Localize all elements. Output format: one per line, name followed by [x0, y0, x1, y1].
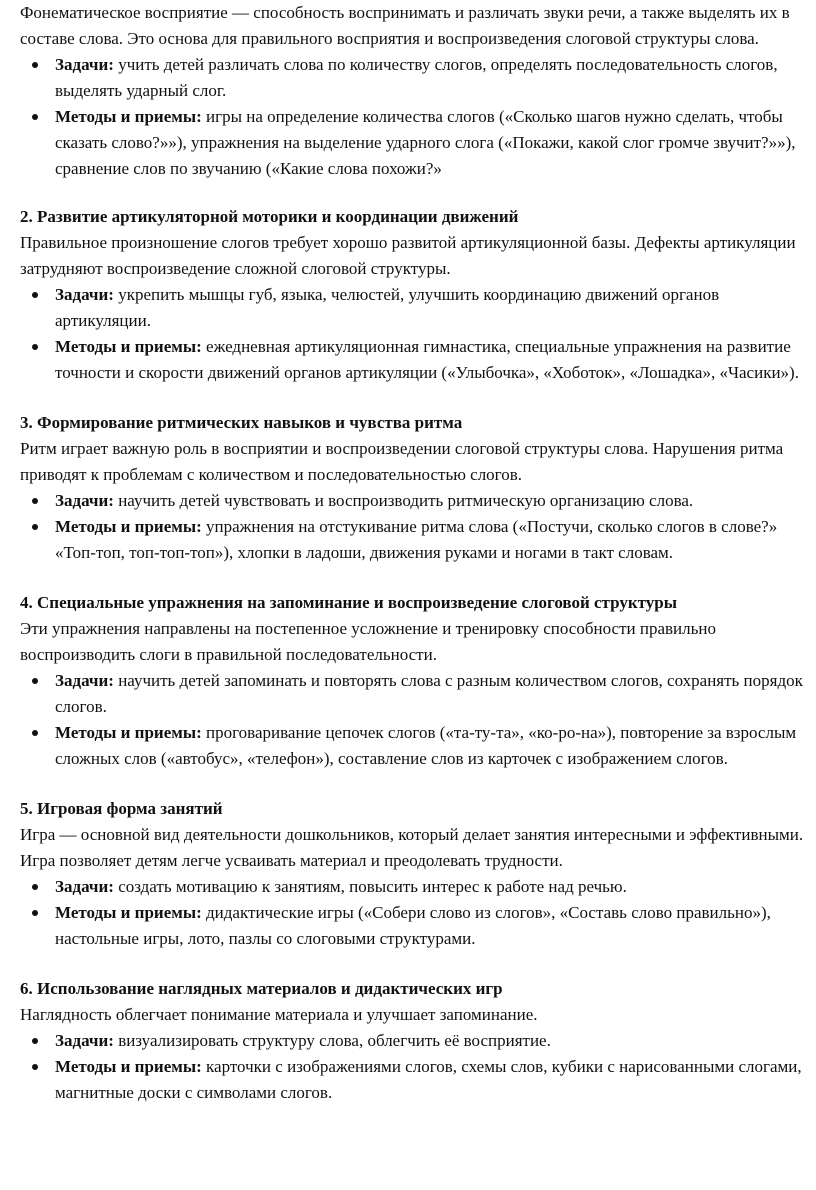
bullet-icon [32, 910, 38, 916]
tasks-text: создать мотивацию к занятиям, повысить интерес к работе над речью. [113, 877, 627, 896]
section-list [20, 1028, 810, 1106]
methods-label: Методы и приемы: [55, 337, 202, 356]
bullet-icon [32, 678, 38, 684]
methods-item [20, 1054, 810, 1106]
tasks-text: научить детей чувствовать и воспроизводить ритмическую организацию слова. [113, 491, 694, 510]
methods-text: проговаривание цепочек слогов («та-ту-та», «ко-ро-на»), повторение за взрослым сложных слов («автобус», «телефон»), составление слов из карточек с изображением слогов. [55, 723, 797, 768]
section-paragraph: Правильное произношение слогов требует хорошо развитой артикуляционной базы. Дефекты артикуляции затрудняют воспроизведение сложной слоговой структуры. [20, 233, 796, 278]
bullet-icon [32, 1064, 38, 1070]
bullet-icon [32, 114, 38, 120]
intro-paragraph: Фонематическое восприятие — способность воспринимать и различать звуки речи, а также выделять их в составе слова. Это основа для правильного восприятия и воспроизведения слоговой структуры слова. [20, 3, 790, 48]
section-title: 4. Специальные упражнения на запоминание и воспроизведение слоговой структуры [20, 593, 677, 612]
bullet-icon [32, 524, 38, 530]
tasks-label: Задачи: [55, 1031, 114, 1050]
methods-text: игры на определение количества слогов («Сколько шагов нужно сделать, чтобы сказать слово?»»), упражнения на выделение ударного слога («Покажи, какой слог громче звучит?»»), сравнение слов по звучанию («Какие слова похожи?» [55, 107, 796, 178]
methods-item [20, 900, 810, 952]
methods-item [20, 334, 810, 386]
tasks-label: Задачи: [55, 285, 114, 304]
section-6 [20, 976, 810, 1106]
tasks-label: Задачи: [55, 671, 114, 690]
bullet-icon [32, 1038, 38, 1044]
section-paragraph: Эти упражнения направлены на постепенное усложнение и тренировку способности правильно воспроизводить слоги в правильной последовательности. [20, 619, 716, 664]
methods-item [20, 104, 810, 182]
methods-label: Методы и приемы: [55, 903, 202, 922]
intro-block [20, 0, 810, 182]
tasks-item [20, 874, 810, 900]
section-4 [20, 590, 810, 772]
methods-text: дидактические игры («Собери слово из слогов», «Составь слово правильно»), настольные игры, лото, пазлы со слоговыми структурами. [55, 903, 771, 948]
bullet-icon [32, 344, 38, 350]
tasks-label: Задачи: [55, 55, 114, 74]
tasks-text: укрепить мышцы губ, языка, челюстей, улучшить координацию движений органов артикуляции. [55, 285, 720, 330]
tasks-text: научить детей запоминать и повторять слова с разным количеством слогов, сохранять порядок слогов. [55, 671, 803, 716]
methods-label: Методы и приемы: [55, 723, 202, 742]
section-paragraph: Ритм играет важную роль в восприятии и воспроизведении слоговой структуры слова. Нарушения ритма приводят к проблемам с количеством и последовательностью слогов. [20, 439, 784, 484]
section-title: 5. Игровая форма занятий [20, 799, 223, 818]
tasks-label: Задачи: [55, 877, 114, 896]
bullet-icon [32, 62, 38, 68]
bullet-icon [32, 884, 38, 890]
tasks-label: Задачи: [55, 491, 114, 510]
tasks-item [20, 488, 810, 514]
methods-label: Методы и приемы: [55, 107, 202, 126]
section-title: 6. Использование наглядных материалов и дидактических игр [20, 979, 503, 998]
section-paragraph: Игра — основной вид деятельности дошкольников, который делает занятия интересными и эффективными. Игра позволяет детям легче усваивать материал и преодолевать трудности. [20, 825, 804, 870]
section-title: 2. Развитие артикуляторной моторики и координации движений [20, 207, 519, 226]
tasks-text: визуализировать структуру слова, облегчить её восприятие. [113, 1031, 551, 1050]
intro-list [20, 52, 810, 182]
tasks-item [20, 52, 810, 104]
section-list [20, 282, 810, 386]
section-paragraph: Наглядность облегчает понимание материала и улучшает запоминание. [20, 1005, 538, 1024]
section-2 [20, 204, 810, 386]
tasks-item [20, 1028, 810, 1054]
section-3 [20, 410, 810, 566]
bullet-icon [32, 292, 38, 298]
methods-item [20, 514, 810, 566]
methods-text: ежедневная артикуляционная гимнастика, специальные упражнения на развитие точности и скорости движений органов артикуляции («Улыбочка», «Хоботок», «Лошадка», «Часики»). [55, 337, 799, 382]
section-title: 3. Формирование ритмических навыков и чувства ритма [20, 413, 463, 432]
methods-label: Методы и приемы: [55, 517, 202, 536]
section-5 [20, 796, 810, 952]
bullet-icon [32, 498, 38, 504]
tasks-item [20, 282, 810, 334]
tasks-text: учить детей различать слова по количеству слогов, определять последовательность слогов, выделять ударный слог. [55, 55, 778, 100]
methods-text: упражнения на отстукивание ритма слова («Постучи, сколько слогов в слове?» «Топ-топ, топ-топ-топ»), хлопки в ладоши, движения руками и ногами в такт словам. [55, 517, 778, 562]
section-list [20, 488, 810, 566]
methods-item [20, 720, 810, 772]
section-list [20, 668, 810, 772]
methods-text: карточки с изображениями слогов, схемы слов, кубики с нарисованными слогами, магнитные доски с символами слогов. [55, 1057, 802, 1102]
methods-label: Методы и приемы: [55, 1057, 202, 1076]
bullet-icon [32, 730, 38, 736]
tasks-item [20, 668, 810, 720]
section-list [20, 874, 810, 952]
